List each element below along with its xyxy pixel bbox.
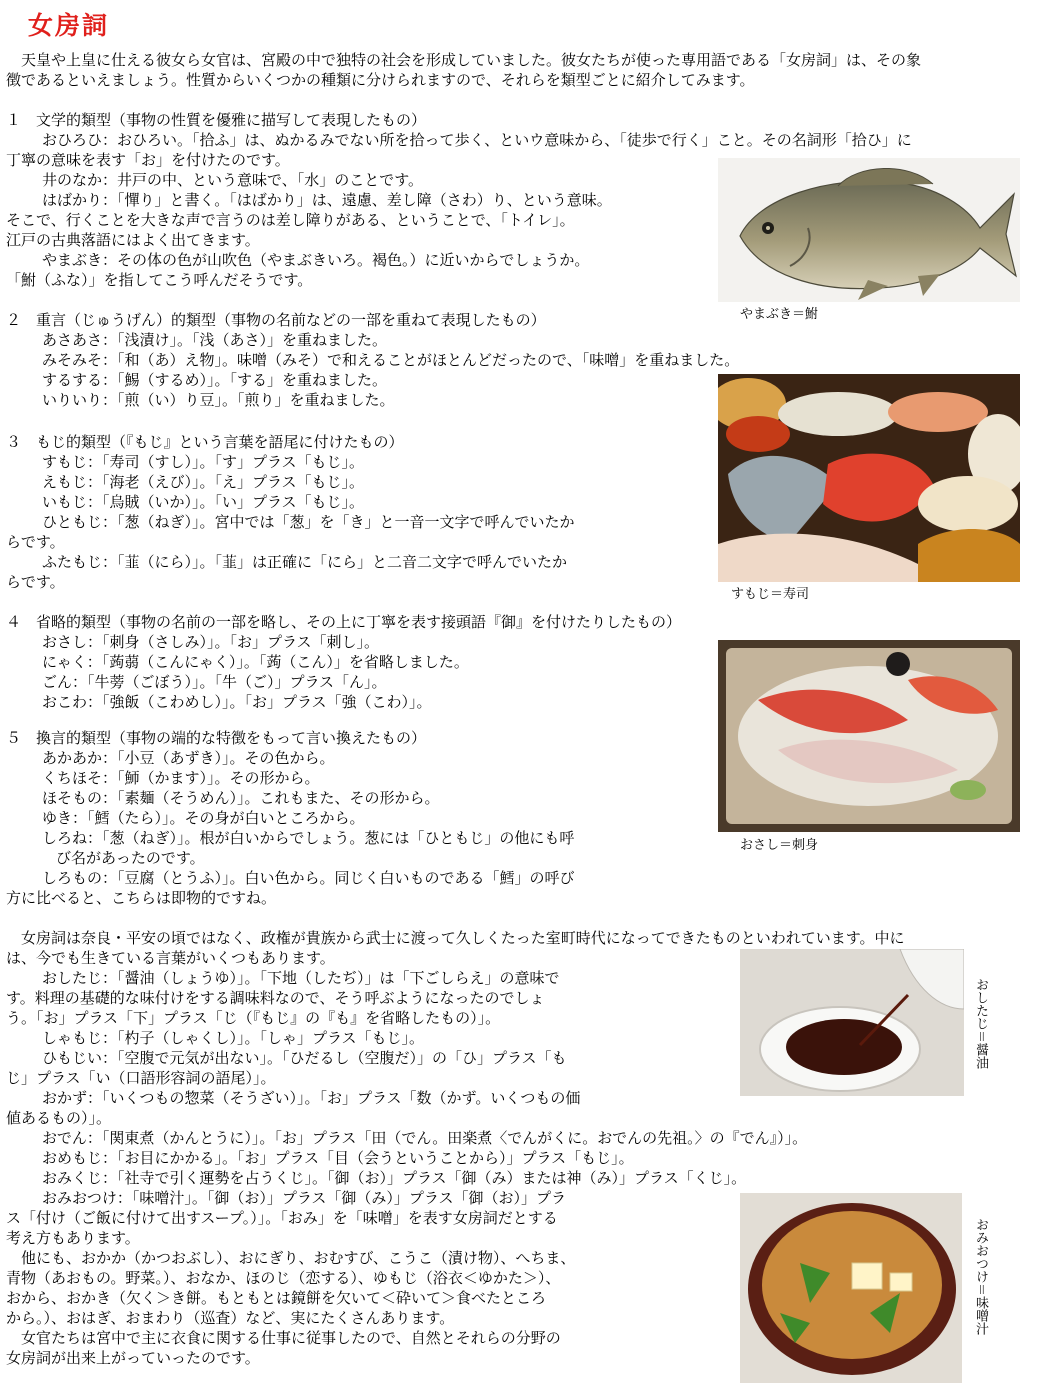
text-line: おみおつけ：「味噌汁」。「御（お）」プラス「御（み）」プラス「御（お）」プラ [42, 1189, 566, 1207]
text-line: おひろひ：おひろい。「拾ふ」は、ぬかるみでない所を拾って歩く、といウ意味から、「徒歩で行く」こと。その名詞形「拾ひ」に [42, 131, 912, 149]
text-line: ４ 省略的類型（事物の名前の一部を略し、その上に丁寧を表す接頭語『御』を付けたりしたもの） [6, 613, 682, 631]
text-line: おかず：「いくつもの惣菜（そうざい）」。「お」プラス「数（かず。いくつもの価 [42, 1089, 581, 1107]
text-line: みそみそ：「和（あ）え物」。味噌（みそ）で和えることがほとんどだったので、「味噌」を重ねました。 [42, 351, 740, 369]
text-line: らです。 [6, 573, 65, 591]
soy-sauce-photo [740, 949, 964, 1096]
text-line: 方に比べると、こちらは即物的ですね。 [6, 889, 277, 907]
text-line: は、今でも生きている言葉がいくつもあります。 [6, 949, 335, 967]
text-line: あかあか：「小豆（あずき）」。その色から。 [42, 749, 335, 767]
text-line: う。「お」プラス「下」プラス「じ（『もじ』の『も』を省略したもの）」。 [6, 1009, 501, 1027]
text-line: 青物（あおもの。野菜。）、おなか、ほのじ（恋する）、ゆもじ（浴衣＜ゆかた＞）、 [6, 1269, 561, 1287]
text-line: ３ もじ的類型（『もじ』という言葉を語尾に付けたもの） [6, 433, 404, 451]
text-line: しろもの：「豆腐（とうふ）」。白い色から。同じく白いものである「鱈」の呼び [42, 869, 575, 887]
soy-sauce-caption: おしたじ＝醤油 [973, 978, 988, 1070]
text-line: ひもじい：「空腹で元気が出ない」。「ひだるし（空腹だ）」の「ひ」プラス「も [42, 1049, 567, 1067]
text-line: す。料理の基礎的な味付けをする調味料なので、そう呼ぶようになったのでしょ [6, 989, 545, 1007]
text-line: 「鮒（ふな）」を指してこう呼んだそうです。 [6, 271, 313, 289]
section-reduplication [6, 310, 739, 410]
text-line: ひともじ：「葱（ねぎ）」。宮中では「葱」を「き」と一音一文字で呼んでいたか [42, 513, 575, 531]
fish-caption: やまぶき＝鮒 [740, 307, 819, 322]
text-line: ゆき：「鱈（たら）」。その身が白いところから。 [42, 809, 365, 827]
page-title: 女房詞 [28, 11, 110, 40]
text-line: おみくじ：「社寺で引く運勢を占うくじ」。「御（お）」プラス「御（み）または神（み）」プラス「くじ」。 [42, 1169, 747, 1187]
text-line: 値あるもの）」。 [6, 1109, 112, 1127]
text-line: ５ 換言的類型（事物の端的な特徴をもって言い換えたもの） [6, 729, 427, 747]
text-line: 井のなか：井戸の中、という意味で、「水」のことです。 [42, 171, 424, 189]
fish-photo [718, 158, 1020, 302]
text-line: えもじ：「海老（えび）」。「え」プラス「もじ」。 [42, 473, 365, 491]
miso-soup-photo [740, 1193, 962, 1383]
text-line: から。）、おはぎ、おまわり（巡査）など、実にたくさんあります。 [6, 1309, 455, 1327]
text-line: 天皇や上皇に仕える彼女ら女官は、宮殿の中で独特の社会を形成していました。彼女たちが使った専用語である「女房詞」は、その象 [6, 51, 922, 69]
text-line: しろね：「葱（ねぎ）」。根が白いからでしょう。葱には「ひともじ」の他にも呼 [42, 829, 575, 847]
text-line: にゃく：「蒟蒻（こんにゃく）」。「蒟（こん）」を省略しました。 [42, 653, 469, 671]
text-line: ス「付け（ご飯に付けて出すスープ。）」。「おみ」を「味噌」を表す女房詞だとする [6, 1209, 558, 1227]
sushi-caption: すもじ＝寿司 [731, 587, 810, 602]
text-line: おから、おかき（欠く＞き餅。もともとは鏡餅を欠いて＜砕いて＞食べたところ [6, 1289, 547, 1307]
text-line: 他にも、おかか（かつおぶし）、おにぎり、おむすび、こうこ（漬け物）、へちま、 [6, 1249, 576, 1267]
text-line: 女房詞が出来上がっていったのです。 [6, 1349, 260, 1367]
text-line: おめもじ：「お目にかかる」。「お」プラス「目（会うということから）」プラス「もじ」。 [42, 1149, 634, 1167]
sushi-photo [718, 374, 1020, 582]
text-line: しゃもじ：「杓子（しゃくし）」。「しゃ」プラス「もじ」。 [42, 1029, 425, 1047]
intro-paragraph [6, 50, 921, 90]
text-line: ごん：「牛蒡（ごぼう）」。「牛（ご）」プラス「ん」。 [42, 673, 387, 691]
text-line: ふたもじ：「韮（にら）」。「韮」は正確に「にら」と二音二文字で呼んでいたか [42, 553, 568, 571]
section-abbreviation [6, 612, 681, 712]
text-line: 江戸の古典落語にはよく出てきます。 [6, 231, 260, 249]
text-line: 女房詞は奈良・平安の頃ではなく、政権が貴族から武士に渡って久しくたった室町時代になってできたものといわれています。中に [6, 929, 905, 947]
text-line: ほそもの：「素麺（そうめん）」。これもまた、その形から。 [42, 789, 440, 807]
text-line: あさあさ：「浅漬け」。「浅（あさ）」を重ねました。 [42, 331, 388, 349]
text-line: じ」プラス「い（口語形容詞の語尾）」。 [6, 1069, 276, 1087]
text-line: やまぶき：その体の色が山吹色（やまぶきいろ。褐色。）に近いからでしょうか。 [42, 251, 590, 269]
section-moji [6, 432, 575, 592]
miso-soup-caption: おみおつけ＝味噌汁 [973, 1218, 988, 1336]
text-line: するする：「鯣（するめ）」。「する」を重ねました。 [42, 371, 388, 389]
text-line: くちほそ：「魳（かます）」。その形から。 [42, 769, 320, 787]
text-line: おこわ：「強飯（こわめし）」。「お」プラス「強（こわ）」。 [42, 693, 432, 711]
text-line: 考え方もあります。 [6, 1229, 140, 1247]
text-line: おしたじ：「醤油（しょうゆ）」。「下地（したぢ）」は「下ごしらえ」の意味で [42, 969, 560, 987]
text-line: ２ 重言（じゅうげん）的類型（事物の名前などの一部を重ねて表現したもの） [6, 311, 546, 329]
text-line: 丁寧の意味を表す「お」を付けたのです。 [6, 151, 290, 169]
section-paraphrase [6, 728, 575, 908]
text-line: はばかり：「憚り」と書く。「はばかり」は、遠慮、差し障（さわ）り、という意味。 [42, 191, 612, 209]
text-line: １ 文学的類型（事物の性質を優雅に描写して表現したもの） [6, 111, 427, 129]
text-line: 徴であるといえましょう。性質からいくつかの種類に分けられますので、それらを類型ごとに紹介してみます。 [6, 71, 755, 89]
text-line: び名があったのです。 [56, 849, 205, 867]
text-line: らです。 [6, 533, 65, 551]
text-line: おでん：「関東煮（かんとうに）」。「お」プラス「田（でん。田楽煮〈でんがくに。おでんの先祖。〉の『でん』）」。 [42, 1129, 808, 1147]
text-line: すもじ：「寿司（すし）」。「す」プラス「もじ」。 [42, 453, 365, 471]
text-line: そこで、行くことを大きな声で言うのは差し障りがある、ということで、「トイレ」。 [6, 211, 575, 229]
sashimi-photo [718, 640, 1020, 832]
sashimi-caption: おさし＝刺身 [740, 838, 819, 853]
text-line: いりいり：「煎（い）り豆」。「煎り」を重ねました。 [42, 391, 395, 409]
text-line: 女官たちは宮中で主に衣食に関する仕事に従事したので、自然とそれらの分野の [6, 1329, 561, 1347]
text-line: いもじ：「烏賊（いか）」。「い」プラス「もじ」。 [42, 493, 365, 511]
text-line: おさし：「刺身（さしみ）」。「お」プラス「刺し」。 [42, 633, 380, 651]
